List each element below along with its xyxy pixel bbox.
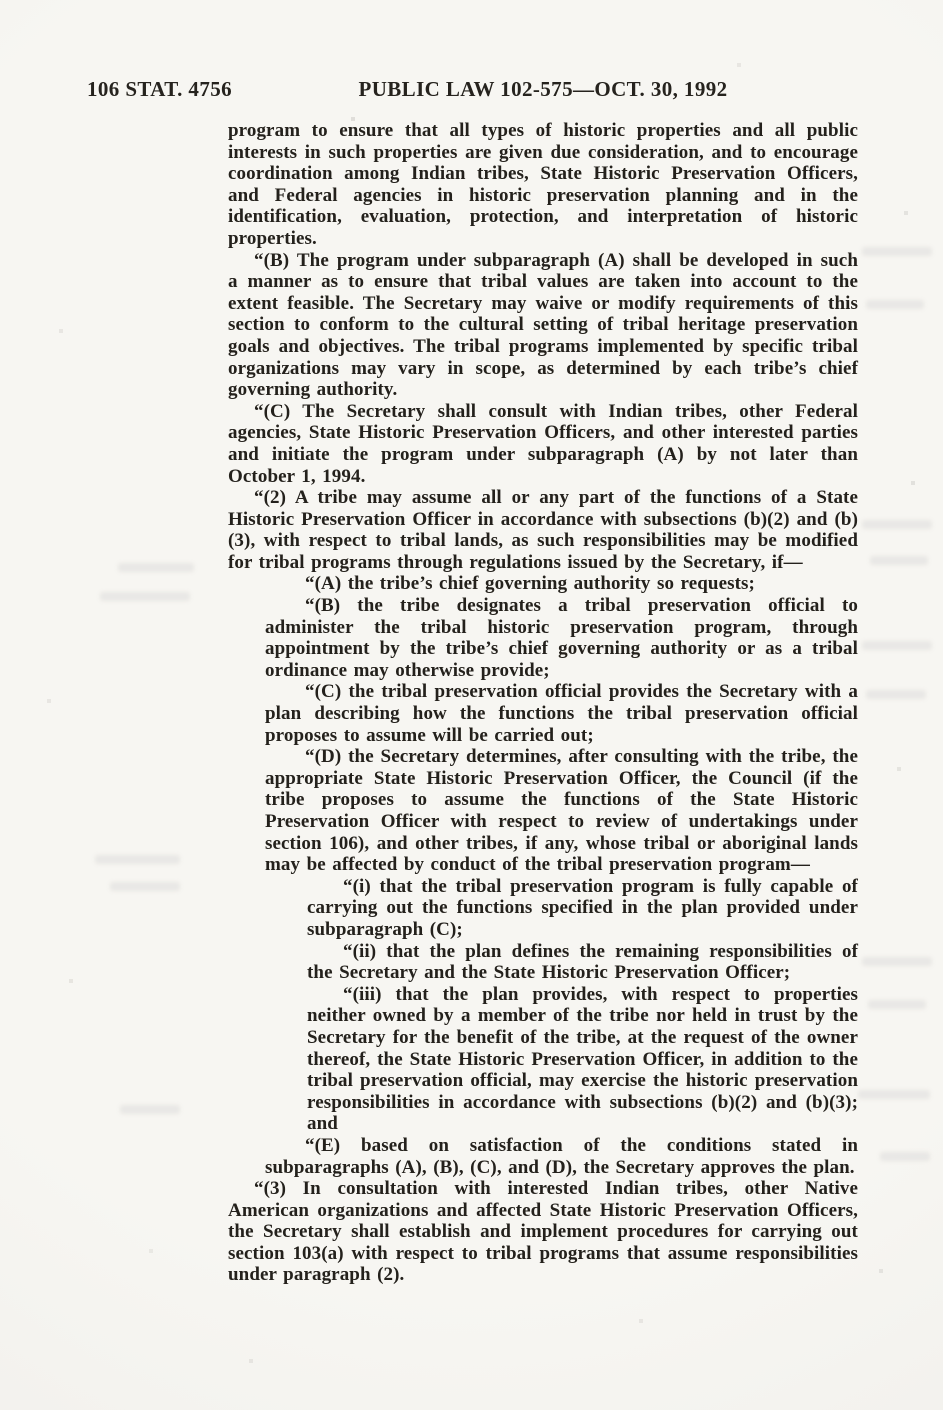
bleed-through-smudge: [858, 1090, 930, 1099]
body-text: [228, 120, 858, 1286]
bleed-through-smudge: [120, 1105, 180, 1114]
statute-paragraph: “(ii) that the plan defines the remaining responsibilities of the Secretary and the State Historic Preservation Officer;: [307, 940, 858, 984]
bleed-through-smudge: [100, 592, 190, 601]
bleed-through-smudge: [870, 556, 928, 565]
bleed-through-smudge: [862, 520, 932, 529]
bleed-through-smudge: [118, 563, 194, 572]
statute-paragraph: “(C) the tribal preservation official provides the Secretary with a plan describing how the functions the tribal preservation official proposes to assume will be carried out;: [265, 681, 858, 746]
statute-paragraph: “(C) The Secretary shall consult with Indian tribes, other Federal agencies, State Historic Preservation Officers, and other interested parties and initiate the program under subparagraph (A) by not later than October 1, 1994.: [228, 400, 858, 487]
bleed-through-smudge: [110, 882, 180, 891]
statute-paragraph: “(B) The program under subparagraph (A) shall be developed in such a manner as to ensure that tribal values are taken into account to the extent feasible. The Secretary may waive or modify requirements of this section to conform to the cultural setting of tribal heritage preservation goals and objectives. The tribal programs implemented by specific tribal organizations may vary in scope, as determined by each tribe’s chief governing authority.: [228, 249, 858, 401]
law-heading: PUBLIC LAW 102-575—OCT. 30, 1992: [358, 77, 728, 101]
stat-page-number: 106 STAT. 4756: [87, 77, 233, 101]
statute-paragraph: “(2) A tribe may assume all or any part of the functions of a State Historic Preservation Officer in accordance with subsections (b)(2) and (b)(3), with respect to tribal lands, as such responsibilities may be modified for tribal programs through regulations issued by the Secretary, if—: [228, 487, 858, 573]
statute-paragraph: “(A) the tribe’s chief governing authority so requests;: [305, 573, 755, 595]
bleed-through-smudge: [866, 690, 926, 699]
bleed-through-smudge: [880, 1152, 930, 1161]
bleed-through-smudge: [862, 957, 932, 966]
statute-paragraph: “(B) the tribe designates a tribal preservation official to administer the tribal historic preservation program, through appointment by the tribe’s chief governing authority or as a tribal ordinance may otherwise provide;: [265, 595, 858, 681]
statute-paragraph: “(D) the Secretary determines, after consulting with the tribe, the appropriate State Historic Preservation Officer, the Council (if the tribe proposes to assume the functions of the State Historic Preservation Officer with respect to review of undertakings under section 106), and other tribes, if any, whose tribal or aboriginal lands may be affected by conduct of the tribal preservation program—: [265, 746, 858, 876]
bleed-through-smudge: [868, 1000, 926, 1009]
statute-paragraph: “(3) In consultation with interested Indian tribes, other Native American organizations and affected State Historic Preservation Officers, the Secretary shall establish and implement procedures for carrying out section 103(a) with respect to tribal programs that assume responsibilities under paragraph (2).: [228, 1178, 858, 1286]
bleed-through-smudge: [862, 641, 932, 650]
page-header: [0, 77, 943, 103]
statute-paragraph: “(i) that the tribal preservation program is fully capable of carrying out the functions specified in the plan provided under subparagraph (C);: [307, 875, 858, 940]
bleed-through-smudge: [866, 300, 924, 309]
statute-paragraph: program to ensure that all types of historic properties and all public interests in such properties are given due consideration, and to encourage coordination among Indian tribes, State Historic Preservation Officers, and Federal agencies in historic preservation planning and in the identification, evaluation, protection, and interpretation of historic properties.: [228, 120, 858, 249]
bleed-through-smudge: [862, 247, 932, 256]
statute-paragraph: “(E) based on satisfaction of the conditions stated in subparagraphs (A), (B), (C), and (D), the Secretary approves the plan.: [265, 1134, 858, 1178]
statute-paragraph: “(iii) that the plan provides, with respect to properties neither owned by a member of the tribe nor held in trust by the Secretary for the benefit of the tribe, at the request of the owner thereof, the State Historic Preservation Officer, in addition to the tribal preservation official, may exercise the historic preservation responsibilities in accordance with subsections (b)(2) and (b)(3); and: [307, 983, 858, 1135]
paper-specks: [0, 0, 2, 2]
bleed-through-smudge: [95, 855, 180, 864]
